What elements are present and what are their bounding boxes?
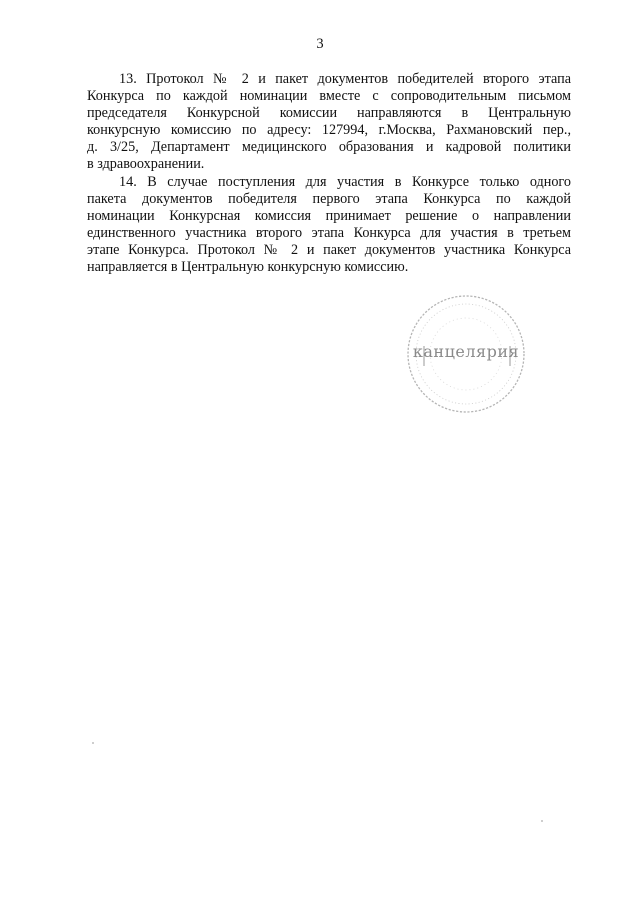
scan-speck <box>92 742 94 744</box>
paragraph-line: этапе Конкурса. Протокол № 2 и пакет документов участника Конкурса <box>87 241 571 258</box>
paragraph-line: 13. Протокол № 2 и пакет документов победителей второго этапа <box>119 71 571 87</box>
scan-speck <box>541 820 543 822</box>
paragraph-line: единственного участника второго этапа Конкурса для участия в третьем <box>87 224 571 241</box>
paragraph-line: в здравоохранении. <box>87 156 205 173</box>
paragraph-item-13 <box>87 71 571 174</box>
paragraph-line: д. 3/25, Департамент медицинского образования и кадровой политики <box>87 139 571 156</box>
paragraph-line: пакета документов победителя первого этапа Конкурса по каждой <box>87 190 571 207</box>
paragraph-item-14 <box>87 174 571 277</box>
paragraph-line: направляется в Центральную конкурсную комиссию. <box>87 259 409 276</box>
paragraph-line: председателя Конкурсной комиссии направляются в Центральную <box>87 105 571 122</box>
paragraph-line: конкурсную комиссию по адресу: 127994, г.Москва, Рахмановский пер., <box>87 122 571 139</box>
office-stamp <box>402 290 530 418</box>
paragraph-line: номинации Конкурсная комиссия принимает решение о направлении <box>87 207 571 224</box>
page-number: 3 <box>316 36 324 52</box>
paragraph-line: Конкурса по каждой номинации вместе с сопроводительным письмом <box>87 88 571 105</box>
stamp-label: канцелярия <box>412 342 520 361</box>
paragraph-line: 14. В случае поступления для участия в Конкурсе только одного <box>119 173 571 190</box>
document-body <box>87 71 571 276</box>
